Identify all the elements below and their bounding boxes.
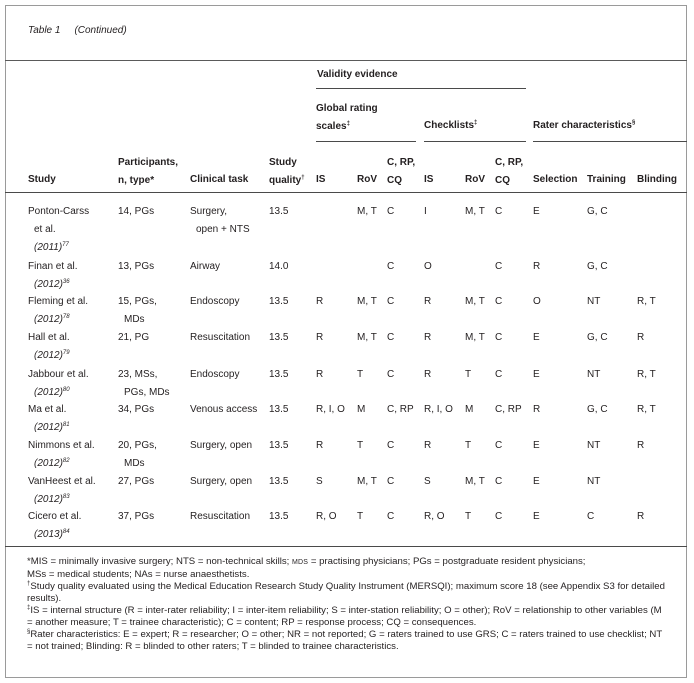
participants-cell — [118, 508, 154, 526]
task-line: Surgery, open — [190, 440, 253, 451]
cl-is-cell: I — [424, 206, 427, 217]
grs-crp-cell: C — [387, 511, 395, 522]
study-name-line: et al. — [34, 224, 56, 235]
study-year: (2012) — [34, 350, 63, 361]
study-year-line — [28, 526, 81, 544]
quality-cell: 13.5 — [269, 476, 289, 487]
study-name-line: Ma et al. — [28, 404, 67, 415]
rule-grs — [316, 141, 416, 142]
rule-checklists — [424, 141, 526, 142]
study-year: (2012) — [34, 422, 63, 433]
blinding-cell: R, T — [637, 404, 656, 415]
rule-rater — [533, 141, 687, 142]
participants-line: 15, PGs, — [118, 296, 157, 307]
grs-crp-cell: C — [387, 440, 395, 451]
selection-cell: E — [533, 440, 540, 451]
study-year: (2011) — [34, 242, 63, 253]
cl-crp-cell: C — [495, 440, 503, 451]
cl-crp-cell: C — [495, 296, 503, 307]
training-cell: G, C — [587, 404, 608, 415]
selection-cell: R — [533, 261, 541, 272]
study-year-line — [28, 311, 88, 329]
blinding-cell: R, T — [637, 369, 656, 380]
footnote-validity: ‡IS = internal structure (R = inter-rater reliability; I = inter-item reliability; S = inter-station reliability; O = other); RoV = relationship to other variables (M = another measure; T = trainee characteristic); C = content; RP = response process; CQ = consequences. — [27, 605, 662, 628]
cl-is-cell: R — [424, 369, 432, 380]
task-line: Surgery, — [190, 206, 228, 217]
study-cell — [28, 508, 81, 544]
training-cell: G, C — [587, 332, 608, 343]
grs-crp-cell: C, RP — [387, 404, 414, 415]
cl-rov-cell: M — [465, 404, 474, 415]
rule-header-bottom — [5, 192, 687, 193]
cl-crp-cell: C — [495, 476, 503, 487]
cl-is-cell: R, I, O — [424, 404, 453, 415]
table-label: Table 1 — [28, 25, 61, 36]
header-global-rating-scales: Global rating scales‡ — [316, 103, 378, 132]
grs-crp-cell: C — [387, 369, 395, 380]
grs-is-cell: R — [316, 369, 324, 380]
quality-cell: 13.5 — [269, 296, 289, 307]
task-line: Endoscopy — [190, 296, 240, 307]
cl-is-cell: R — [424, 440, 432, 451]
cl-crp-cell: C — [495, 369, 503, 380]
task-cell — [190, 203, 250, 239]
study-name-line: Jabbour et al. — [28, 369, 89, 380]
study-reference: 81 — [62, 422, 70, 428]
task-line: Resuscitation — [190, 332, 251, 343]
quality-cell: 13.5 — [269, 206, 289, 217]
study-name-line: Nimmons et al. — [28, 440, 95, 451]
header-study-quality: Study quality† — [269, 157, 305, 186]
cl-rov-cell: T — [465, 440, 472, 451]
header-training: Training — [587, 174, 626, 185]
task-cell — [190, 366, 239, 384]
cl-crp-cell: C — [495, 332, 503, 343]
cl-rov-cell: M, T — [465, 332, 485, 343]
study-reference: 82 — [62, 458, 70, 464]
participants-cell — [118, 203, 154, 221]
header-rater-characteristics: Rater characteristics§ — [533, 120, 636, 131]
participants-cell — [118, 401, 154, 419]
cl-rov-cell: T — [465, 511, 472, 522]
study-name-line: Hall et al. — [28, 332, 70, 343]
participants-cell — [118, 437, 157, 473]
header-clinical-task: Clinical task — [190, 174, 249, 185]
grs-crp-cell: C — [387, 296, 395, 307]
quality-cell: 14.0 — [269, 261, 289, 272]
cl-crp-cell: C — [495, 261, 503, 272]
participants-line: 21, PG — [118, 332, 150, 343]
study-reference: 79 — [62, 350, 70, 356]
task-cell — [190, 508, 250, 526]
grs-rov-cell: M, T — [357, 476, 377, 487]
training-cell: C — [587, 511, 595, 522]
rule-top — [5, 60, 687, 61]
header-study: Study — [28, 174, 56, 185]
study-cell — [28, 401, 70, 437]
study-name-line: Finan et al. — [28, 261, 78, 272]
study-reference: 78 — [62, 314, 70, 320]
participants-line: 27, PGs — [118, 476, 155, 487]
task-line: Airway — [190, 261, 221, 272]
grs-rov-cell: M, T — [357, 206, 377, 217]
header-checklists: Checklists‡ — [424, 120, 478, 131]
cl-crp-cell: C — [495, 511, 503, 522]
grs-rov-cell: T — [357, 369, 364, 380]
grs-rov-cell: T — [357, 440, 364, 451]
selection-cell: R — [533, 404, 541, 415]
cl-rov-cell: M, T — [465, 476, 485, 487]
header-grs-is: IS — [316, 174, 326, 185]
training-cell: NT — [587, 296, 601, 307]
task-line: Endoscopy — [190, 369, 240, 380]
participants-line: 34, PGs — [118, 404, 155, 415]
task-cell — [190, 258, 220, 276]
rule-body-bottom — [5, 546, 687, 547]
grs-rov-cell: M, T — [357, 296, 377, 307]
cl-is-cell: R, O — [424, 511, 445, 522]
study-reference: 80 — [62, 387, 70, 393]
study-year: (2012) — [34, 279, 63, 290]
study-year-line — [28, 491, 96, 509]
training-cell: NT — [587, 440, 601, 451]
study-cell — [28, 293, 88, 329]
study-cell — [28, 473, 96, 509]
participants-cell — [118, 293, 157, 329]
quality-cell: 13.5 — [269, 369, 289, 380]
study-year: (2012) — [34, 387, 63, 398]
selection-cell: E — [533, 206, 540, 217]
quality-cell: 13.5 — [269, 332, 289, 343]
training-cell: NT — [587, 476, 601, 487]
quality-cell: 13.5 — [269, 440, 289, 451]
grs-is-cell: S — [316, 476, 323, 487]
blinding-cell: R, T — [637, 296, 656, 307]
study-reference: 84 — [62, 529, 70, 535]
blinding-cell: R — [637, 440, 645, 451]
selection-cell: E — [533, 511, 540, 522]
cl-rov-cell: M, T — [465, 206, 485, 217]
participants-line: MDs — [124, 458, 145, 469]
grs-rov-cell: M — [357, 404, 366, 415]
grs-crp-cell: C — [387, 476, 395, 487]
study-cell — [28, 366, 89, 402]
participants-line: 20, PGs, — [118, 440, 157, 451]
study-year: (2013) — [34, 529, 63, 540]
blinding-cell: R — [637, 511, 645, 522]
cl-crp-cell: C, RP — [495, 404, 522, 415]
grs-is-cell: R — [316, 332, 324, 343]
study-reference: 83 — [62, 494, 70, 500]
grs-is-cell: R, I, O — [316, 404, 345, 415]
cl-crp-cell: C — [495, 206, 503, 217]
training-cell: G, C — [587, 206, 608, 217]
participants-cell — [118, 473, 154, 491]
grs-is-cell: R, O — [316, 511, 337, 522]
participants-line: PGs, MDs — [124, 387, 170, 398]
participants-line: 23, MSs, — [118, 369, 158, 380]
task-cell — [190, 437, 252, 455]
task-line: Venous access — [190, 404, 258, 415]
selection-cell: E — [533, 476, 540, 487]
study-year: (2012) — [34, 314, 63, 325]
header-grs-crp: C, RP, CQ — [387, 157, 416, 186]
cl-is-cell: O — [424, 261, 432, 272]
study-reference: 77 — [62, 242, 69, 248]
grs-crp-cell: C — [387, 206, 395, 217]
footnote-quality: †Study quality evaluated using the Medical Education Research Study Quality Instrument (MERSQI); maximum score 18 (see Appendix S3 for detailed results). — [27, 581, 665, 604]
grs-rov-cell: M, T — [357, 332, 377, 343]
study-year-line — [28, 384, 89, 402]
study-year-line — [28, 276, 77, 294]
cl-is-cell: R — [424, 296, 432, 307]
selection-cell: E — [533, 369, 540, 380]
quality-cell: 13.5 — [269, 511, 289, 522]
header-validity-evidence: Validity evidence — [317, 69, 398, 80]
participants-cell — [118, 366, 170, 402]
grs-is-cell: R — [316, 296, 324, 307]
cl-rov-cell: T — [465, 369, 472, 380]
header-cl-rov: RoV — [465, 174, 485, 185]
table-caption-note: (Continued) — [74, 25, 127, 36]
footnote-rater: §Rater characteristics: E = expert; R = researcher; O = other; NR = not reported; G = raters trained to use GRS; C = raters trained to use checklist; NT = not trained; Blinding: R = blinded to other raters; T = blinded to trainee characteristics. — [27, 629, 663, 652]
task-cell — [190, 473, 252, 491]
study-year-line — [28, 455, 95, 473]
task-cell — [190, 293, 239, 311]
cl-rov-cell: M, T — [465, 296, 485, 307]
rule-validity — [316, 88, 526, 89]
grs-is-cell: R — [316, 440, 324, 451]
grs-crp-cell: C — [387, 332, 395, 343]
footnotes — [27, 556, 667, 653]
training-cell: G, C — [587, 261, 608, 272]
participants-cell — [118, 329, 149, 347]
header-cl-crp: C, RP, CQ — [495, 157, 524, 186]
grs-crp-cell: C — [387, 261, 395, 272]
study-name-line: Ponton-Carss — [28, 206, 90, 217]
task-line: open + NTS — [196, 224, 250, 235]
task-line: Surgery, open — [190, 476, 253, 487]
cl-is-cell: R — [424, 332, 432, 343]
task-cell — [190, 329, 250, 347]
study-cell — [28, 203, 89, 257]
header-blinding: Blinding — [637, 174, 677, 185]
cl-is-cell: S — [424, 476, 431, 487]
quality-cell: 13.5 — [269, 404, 289, 415]
study-year-line — [28, 347, 70, 365]
study-name-line: VanHeest et al. — [28, 476, 96, 487]
footnote-abbreviations: *MIS = minimally invasive surgery; NTS = non-technical skills; MDS = practising physicians; PGs = postgraduate resident physicians; MSs = medical students; NAs = nurse anaesthetists. — [27, 556, 586, 580]
study-year: (2012) — [34, 458, 63, 469]
table-caption — [28, 25, 127, 36]
header-cl-is: IS — [424, 174, 434, 185]
participants-line: 37, PGs — [118, 511, 155, 522]
study-year-line — [28, 239, 89, 257]
study-reference: 36 — [62, 279, 70, 285]
grs-rov-cell: T — [357, 511, 364, 522]
participants-cell — [118, 258, 154, 276]
study-cell — [28, 329, 70, 365]
study-year-line — [28, 419, 70, 437]
blinding-cell: R — [637, 332, 645, 343]
study-year: (2012) — [34, 494, 63, 505]
participants-line: 14, PGs — [118, 206, 155, 217]
study-name-line: Cicero et al. — [28, 511, 82, 522]
selection-cell: E — [533, 332, 540, 343]
training-cell: NT — [587, 369, 601, 380]
selection-cell: O — [533, 296, 541, 307]
task-line: Resuscitation — [190, 511, 251, 522]
study-name-line: Fleming et al. — [28, 296, 89, 307]
header-selection: Selection — [533, 174, 578, 185]
task-cell — [190, 401, 257, 419]
participants-line: 13, PGs — [118, 261, 155, 272]
header-grs-rov: RoV — [357, 174, 377, 185]
study-cell — [28, 258, 77, 294]
header-participants: Participants, n, type* — [118, 157, 179, 186]
participants-line: MDs — [124, 314, 145, 325]
study-cell — [28, 437, 95, 473]
